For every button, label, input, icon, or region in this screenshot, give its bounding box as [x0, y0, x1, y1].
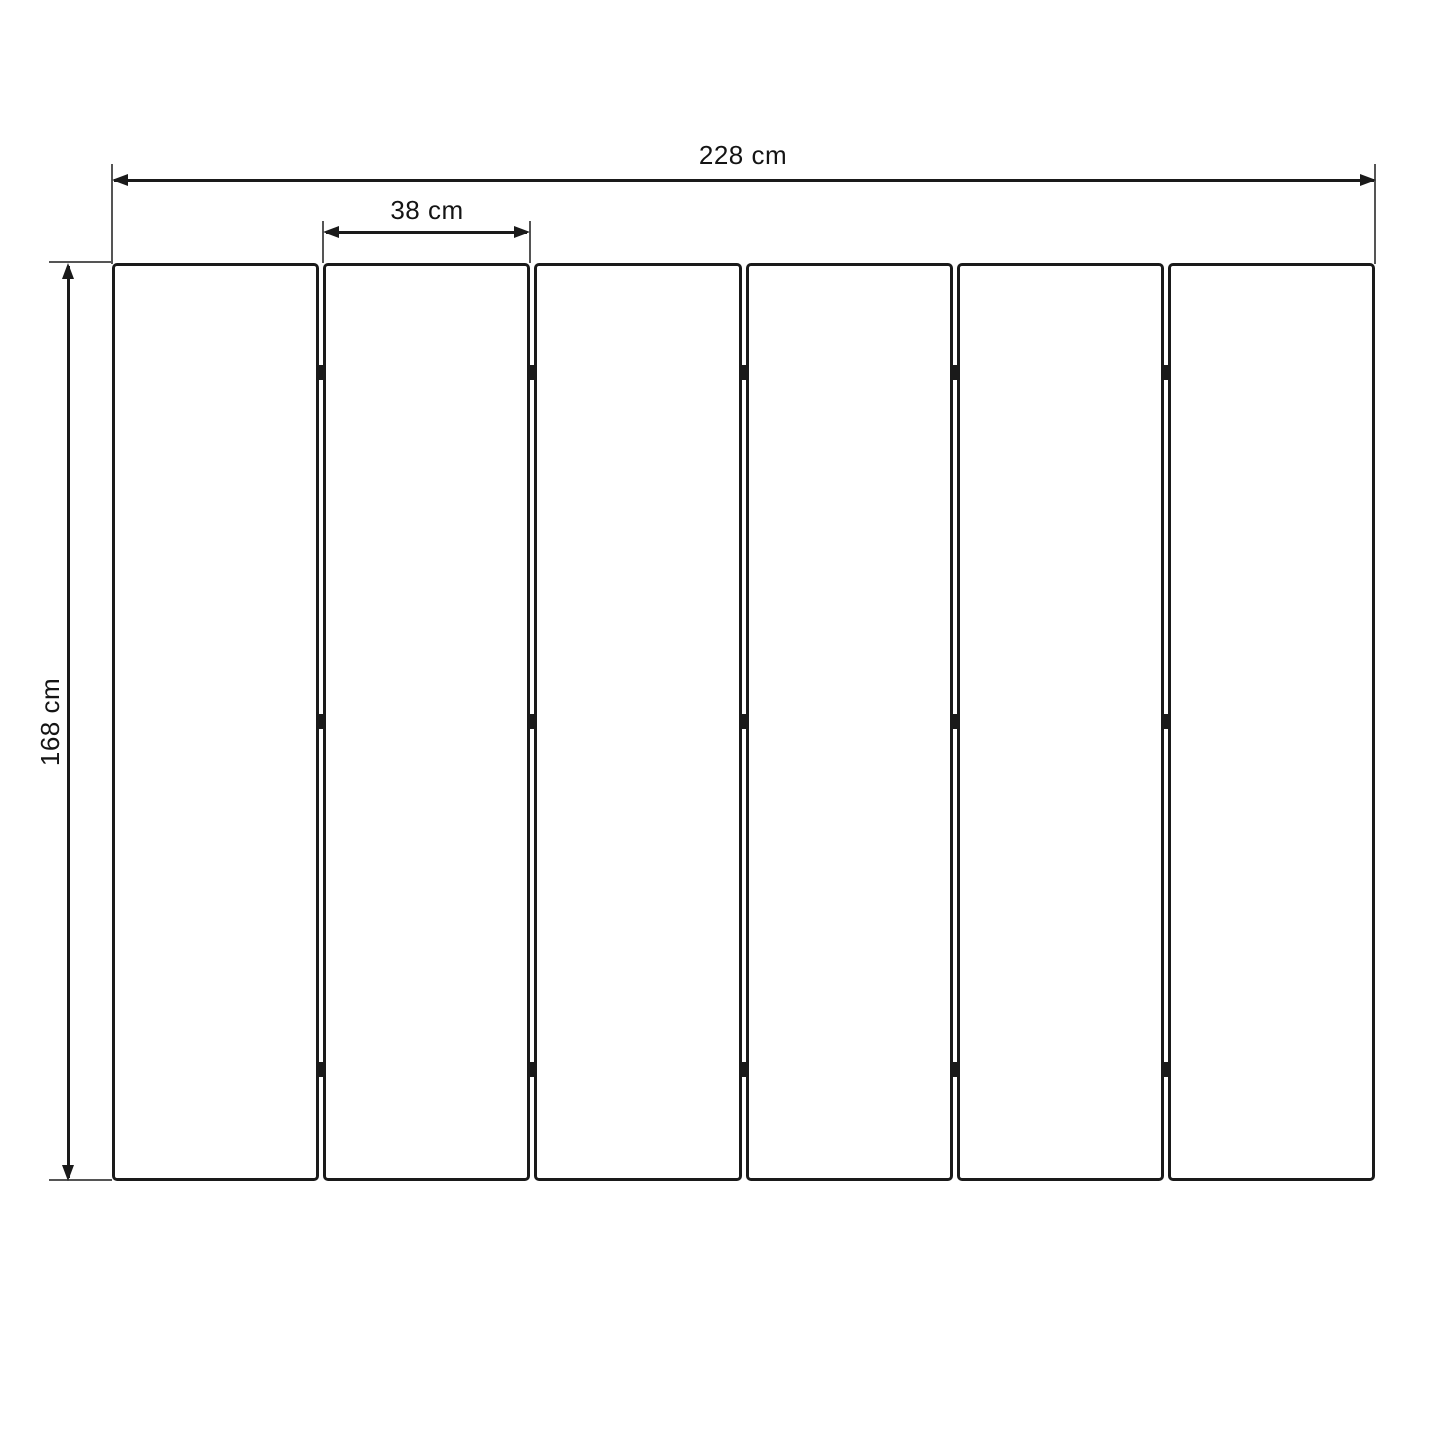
hinge-mark [740, 365, 748, 380]
hinge-mark [528, 365, 536, 380]
dimension-label-panel-width: 38 cm [390, 195, 464, 225]
hinge-mark [951, 714, 959, 729]
panel [534, 263, 741, 1181]
hinge-mark [528, 1062, 536, 1077]
arrowhead-up-icon [62, 263, 74, 279]
hinge-mark [1162, 714, 1170, 729]
dimension-label-height: 168 cm [35, 677, 65, 767]
hinge-mark [1162, 365, 1170, 380]
hinge-mark [317, 1062, 325, 1077]
dimension-label-total-width: 228 cm [698, 140, 788, 170]
arrowhead-right-icon [1360, 174, 1376, 186]
hinge-mark [740, 1062, 748, 1077]
dimension-line [326, 231, 527, 234]
dimension-line [67, 266, 70, 1178]
hinge-mark [951, 1062, 959, 1077]
hinge-mark [317, 365, 325, 380]
hinge-mark [740, 714, 748, 729]
panel [323, 263, 530, 1181]
panel [1168, 263, 1375, 1181]
extension-line [49, 261, 112, 263]
panel [957, 263, 1164, 1181]
arrowhead-left-icon [112, 174, 128, 186]
extension-line [49, 1179, 112, 1181]
hinge-mark [528, 714, 536, 729]
hinge-mark [317, 714, 325, 729]
arrowhead-right-icon [514, 226, 530, 238]
panel [112, 263, 319, 1181]
panel [746, 263, 953, 1181]
arrowhead-left-icon [323, 226, 339, 238]
hinge-mark [951, 365, 959, 380]
dimension-line [114, 179, 1374, 182]
hinge-mark [1162, 1062, 1170, 1077]
arrowhead-down-icon [62, 1165, 74, 1181]
